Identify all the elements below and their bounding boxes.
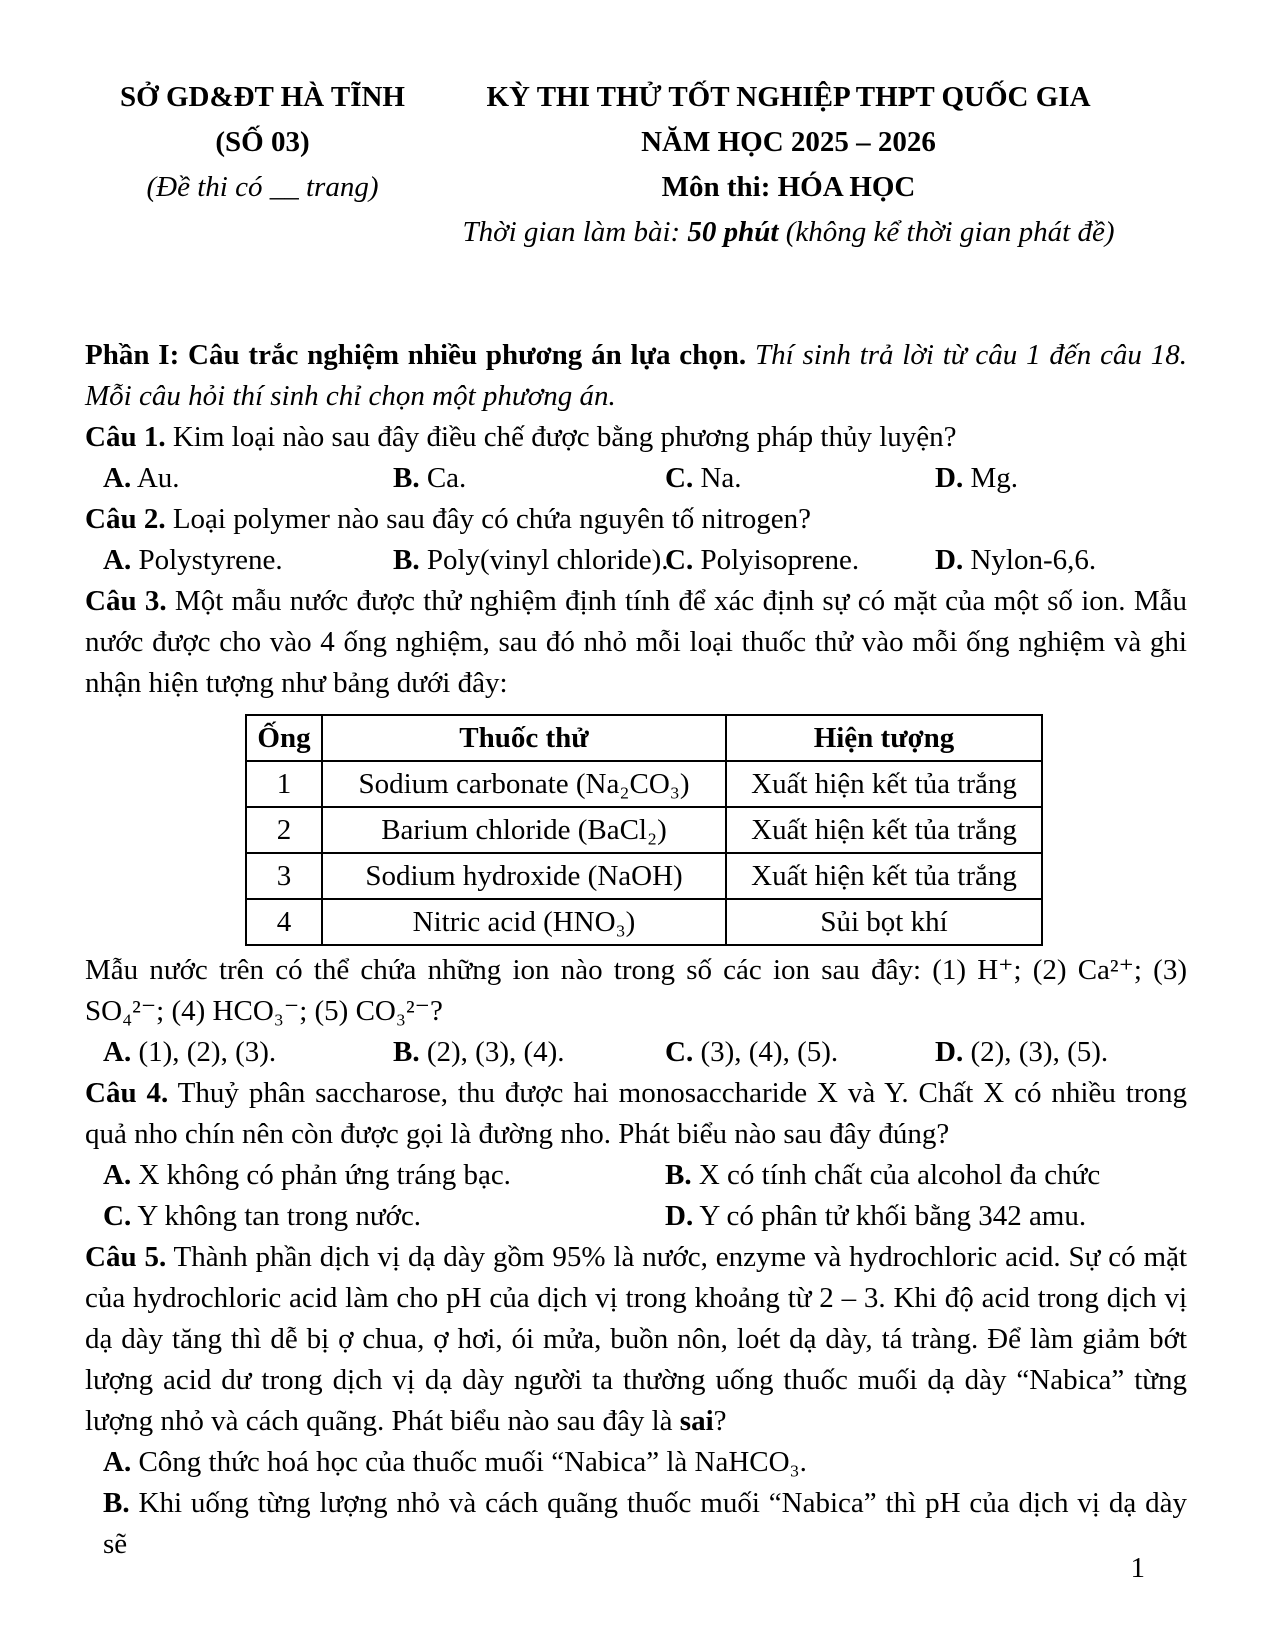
- phenomenon: Sủi bọt khí: [726, 899, 1042, 945]
- q3-option-b-letter: B.: [393, 1036, 420, 1068]
- q1-option-d: [935, 458, 1187, 499]
- question-4-label: Câu 4.: [85, 1077, 169, 1109]
- q1-option-b-text: Ca.: [419, 462, 467, 494]
- q1-option-b: [393, 458, 665, 499]
- q2-option-c-letter: C.: [665, 544, 694, 576]
- water-test-table: [245, 714, 1043, 946]
- reagent: Barium chloride (BaCl₂): [322, 807, 726, 853]
- q2-option-b-letter: B.: [393, 544, 420, 576]
- question-3-text: Một mẫu nước được thử nghiệm định tính để xác định sự có mặt của một số ion. Mẫu nước được cho vào 4 ống nghiệm, sau đó nhỏ mỗi loại thuốc thử vào mỗi ống nghiệm và ghi nhận hiện tượng như bảng dưới đây:: [85, 585, 1187, 699]
- reagent: Sodium carbonate (Na₂CO₃): [322, 761, 726, 807]
- question-2: [85, 499, 1187, 540]
- q1-option-a-letter: A.: [103, 462, 132, 494]
- subject-line: Môn thi: HÓA HỌC: [661, 171, 916, 203]
- q4-option-c: [85, 1196, 665, 1237]
- q3-option-a-letter: A.: [103, 1036, 132, 1068]
- q4-option-d: [665, 1196, 1187, 1237]
- table-row: [246, 807, 1042, 853]
- page-number: 1: [1130, 1552, 1145, 1584]
- header-right-block: [440, 75, 1187, 255]
- school-year: NĂM HỌC 2025 – 2026: [641, 126, 936, 158]
- table-header-row: [246, 715, 1042, 761]
- q4-option-d-letter: D.: [665, 1200, 694, 1232]
- q3-option-a-text: (1), (2), (3).: [131, 1036, 277, 1068]
- q3-option-d-letter: D.: [935, 1036, 964, 1068]
- table-row: [246, 899, 1042, 945]
- q2-option-d-letter: D.: [935, 544, 964, 576]
- exam-code: (SỐ 03): [215, 126, 310, 158]
- q5-option-b-text: Khi uống từng lượng nhỏ và cách quãng thuốc muối “Nabica” thì pH của dịch vị dạ dày sẽ: [103, 1487, 1187, 1560]
- header-left-block: [85, 75, 440, 255]
- duration-value: 50 phút: [687, 216, 779, 248]
- q4-option-c-letter: C.: [103, 1200, 132, 1232]
- q3-option-c: [665, 1032, 935, 1073]
- q5-option-a-text: Công thức hoá học của thuốc muối “Nabica” là NaHCO₃.: [131, 1446, 807, 1478]
- question-3-options: [85, 1032, 1187, 1073]
- duration-suffix: (không kể thời gian phát đề): [778, 216, 1115, 248]
- q3-option-a: [85, 1032, 393, 1073]
- q5-option-b: [85, 1483, 1187, 1565]
- part1-heading: [85, 335, 1187, 417]
- q2-option-a: [85, 540, 393, 581]
- q1-option-c: [665, 458, 935, 499]
- q4-option-a-text: X không có phản ứng tráng bạc.: [131, 1159, 511, 1191]
- q5-option-a: [85, 1442, 1187, 1483]
- q4-option-b-letter: B.: [665, 1159, 692, 1191]
- q2-option-a-text: Polystyrene.: [131, 544, 283, 576]
- q2-option-b: [393, 540, 669, 581]
- q2-option-b-text: Poly(vinyl chloride).: [419, 544, 669, 576]
- q3-option-d: [935, 1032, 1187, 1073]
- phenomenon: Xuất hiện kết tủa trắng: [726, 853, 1042, 899]
- q4-option-c-text: Y không tan trong nước.: [131, 1200, 422, 1232]
- question-1-text: Kim loại nào sau đây điều chế được bằng phương pháp thủy luyện?: [165, 421, 957, 453]
- q1-option-c-text: Na.: [693, 462, 742, 494]
- q2-option-d-text: Nylon-6,6.: [963, 544, 1097, 576]
- q3-option-b: [393, 1032, 665, 1073]
- q2-option-c: [665, 540, 935, 581]
- duration-line: [440, 210, 1137, 255]
- tube-number: 1: [246, 761, 322, 807]
- q3-option-d-text: (2), (3), (5).: [963, 1036, 1109, 1068]
- q5-option-a-letter: A.: [103, 1446, 132, 1478]
- question-5: [85, 1237, 1187, 1442]
- col-header-reagent: Thuốc thử: [322, 715, 726, 761]
- issuing-department: SỞ GD&ĐT HÀ TĨNH: [120, 81, 405, 113]
- part1-instructions: Thí sinh trả lời từ câu 1 đến câu 18. Mỗi câu hỏi thí sinh chỉ chọn một phương án.: [85, 339, 1187, 412]
- q3-option-c-letter: C.: [665, 1036, 694, 1068]
- q4-option-b: [665, 1155, 1187, 1196]
- question-4-options-row2: [85, 1196, 1187, 1237]
- question-4: [85, 1073, 1187, 1155]
- q4-option-a: [85, 1155, 665, 1196]
- question-4-options-row1: [85, 1155, 1187, 1196]
- table-row: [246, 761, 1042, 807]
- question-2-label: Câu 2.: [85, 503, 166, 535]
- part1-title: Phần I: Câu trắc nghiệm nhiều phương án lựa chọn.: [85, 339, 747, 371]
- q3-option-c-text: (3), (4), (5).: [693, 1036, 839, 1068]
- q4-option-b-text: X có tính chất của alcohol đa chức: [691, 1159, 1101, 1191]
- question-5-text: Thành phần dịch vị dạ dày gồm 95% là nước, enzyme và hydrochloric acid. Sự có mặt của hydrochloric acid làm cho pH của dịch vị trong khoảng từ 2 – 3. Khi độ acid trong dịch vị dạ dày tăng thì dễ bị ợ chua, ợ hơi, ói mửa, buồn nôn, loét dạ dày, tá tràng. Để làm giảm bớt lượng acid dư trong dịch vị dạ dày người ta thường uống thuốc muối dạ dày “Nabica” từng lượng nhỏ và cách quãng. Phát biểu nào sau đây là: [85, 1241, 1187, 1437]
- tube-number: 2: [246, 807, 322, 853]
- question-5-tail: ?: [713, 1405, 727, 1437]
- tube-number: 3: [246, 853, 322, 899]
- question-5-label: Câu 5.: [85, 1241, 167, 1273]
- q1-option-d-text: Mg.: [963, 462, 1018, 494]
- exam-title: KỲ THI THỬ TỐT NGHIỆP THPT QUỐC GIA: [486, 81, 1091, 113]
- question-1-options: [85, 458, 1187, 499]
- question-3-followup: Mẫu nước trên có thể chứa những ion nào trong số các ion sau đây: (1) H⁺; (2) Ca²⁺; (3) SO₄²⁻; (4) HCO₃⁻; (5) CO₃²⁻?: [85, 954, 1187, 1027]
- phenomenon: Xuất hiện kết tủa trắng: [726, 761, 1042, 807]
- question-1: [85, 417, 1187, 458]
- q3-option-b-text: (2), (3), (4).: [419, 1036, 565, 1068]
- q5-option-b-letter: B.: [103, 1487, 130, 1519]
- col-header-phenomenon: Hiện tượng: [726, 715, 1042, 761]
- tube-number: 4: [246, 899, 322, 945]
- q1-option-c-letter: C.: [665, 462, 694, 494]
- question-2-text: Loại polymer nào sau đây có chứa nguyên tố nitrogen?: [165, 503, 812, 535]
- q2-option-c-text: Polyisoprene.: [693, 544, 860, 576]
- col-header-tube: Ống: [246, 715, 322, 761]
- q1-option-a-text: Au.: [131, 462, 180, 494]
- q4-option-d-text: Y có phân tử khối bằng 342 amu.: [693, 1200, 1087, 1232]
- question-2-options: [85, 540, 1187, 581]
- question-3: [85, 581, 1187, 704]
- q1-option-a: [85, 458, 393, 499]
- table-row: [246, 853, 1042, 899]
- page-count-note: (Đề thi có __ trang): [146, 171, 379, 203]
- q1-option-d-letter: D.: [935, 462, 964, 494]
- question-1-label: Câu 1.: [85, 421, 166, 453]
- q2-option-a-letter: A.: [103, 544, 132, 576]
- question-3-label: Câu 3.: [85, 585, 167, 617]
- duration-prefix: Thời gian làm bài:: [462, 216, 688, 248]
- q2-option-d: [935, 540, 1187, 581]
- phenomenon: Xuất hiện kết tủa trắng: [726, 807, 1042, 853]
- question-5-emphasis: sai: [679, 1405, 714, 1437]
- q1-option-b-letter: B.: [393, 462, 420, 494]
- reagent: Sodium hydroxide (NaOH): [322, 853, 726, 899]
- reagent: Nitric acid (HNO₃): [322, 899, 726, 945]
- q4-option-a-letter: A.: [103, 1159, 132, 1191]
- document-header: [85, 75, 1187, 255]
- question-4-text: Thuỷ phân saccharose, thu được hai monosaccharide X và Y. Chất X có nhiều trong quả nho chín nên còn được gọi là đường nho. Phát biểu nào sau đây đúng?: [85, 1077, 1187, 1150]
